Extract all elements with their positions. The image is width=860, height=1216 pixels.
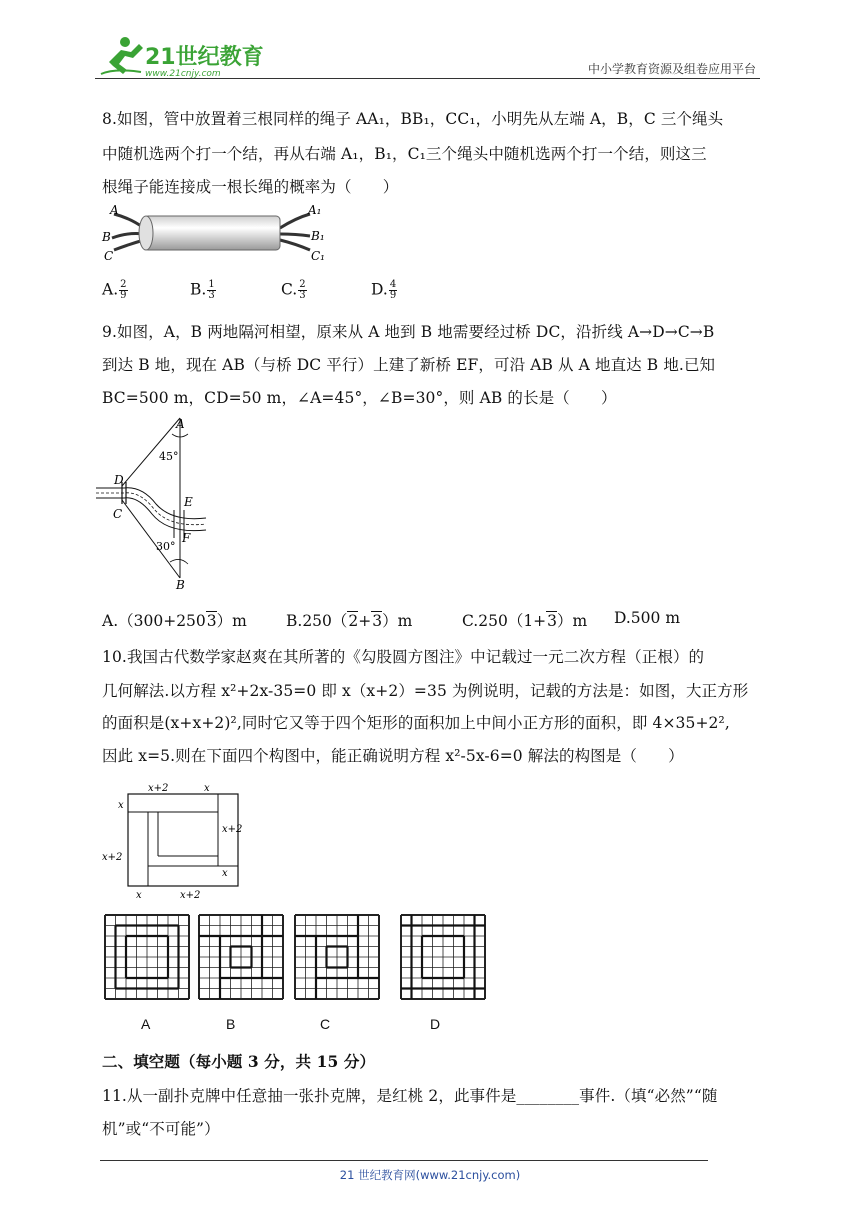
- logo-url: www.21cnjy.com: [145, 69, 221, 79]
- q9-angle-b: 30°: [156, 540, 176, 553]
- q10-fig-top2: x: [204, 783, 210, 794]
- q10-line4: 因此 x=5.则在下面四个构图中，能正确说明方程 x²-5x-6=0 解法的构图是（ ）: [102, 747, 684, 765]
- q8-option-b-frac: $\frac{1}{3}$: [208, 279, 215, 301]
- header-platform-text: 中小学教育资源及组卷应用平台: [587, 62, 756, 76]
- q10-grid-label-d: D: [430, 1016, 441, 1032]
- q10-fig-right2: x: [222, 868, 228, 879]
- q10-line3: 的面积是(x+x+2)²,同时它又等于四个矩形的面积加上中间小正方形的面积，即 4×35+2²,: [102, 714, 730, 732]
- q9-label-f: F: [182, 531, 191, 545]
- q9-label-c: C: [113, 507, 123, 521]
- q11-line2: 机”或“不可能”）: [102, 1120, 220, 1138]
- q8-option-a-label: A.: [102, 280, 119, 299]
- q8-line2: 中随机选两个打一个结，再从右端 A₁，B₁，C₁三个绳头中随机选两个打一个结，则这三: [102, 145, 707, 163]
- q10-fig-top1: x+2: [148, 783, 169, 794]
- footer-text: 21 世纪教育网(www.21cnjy.com): [339, 1168, 521, 1182]
- q10-grid-b[interactable]: [198, 914, 284, 1006]
- q10-fig-left2: x+2: [102, 852, 123, 863]
- q8-line1: 8.如图，管中放置着三根同样的绳子 AA₁，BB₁，CC₁，小明先从左端 A，B，C 三个绳头: [102, 110, 724, 128]
- q9-label-d: D: [114, 473, 124, 487]
- q8-label-b: B: [102, 230, 111, 244]
- runner-logo-icon: [101, 37, 143, 74]
- q8-label-a: A: [110, 203, 119, 217]
- q10-fig-left1: x: [118, 800, 124, 811]
- q10-grid-label-b: B: [226, 1016, 236, 1032]
- q8-tube-figure: [100, 198, 340, 272]
- q9-river-figure: [96, 414, 216, 596]
- q10-grid-label-a: A: [141, 1016, 151, 1032]
- q8-option-a-frac: $\frac{2}{9}$: [120, 279, 127, 301]
- q8-label-c: C: [104, 249, 114, 263]
- q9-line3: BC=500 m，CD=50 m，∠A=45°，∠B=30°，则 AB 的长是（ ）: [102, 389, 617, 407]
- q10-fig-right1: x+2: [222, 824, 243, 835]
- q9-line1: 9.如图，A，B 两地隔河相望，原来从 A 地到 B 地需要经过桥 DC，沿折线 A→D→C→B: [102, 323, 715, 341]
- q8-option-d-label: D.: [371, 280, 388, 299]
- q9-angle-a: 45°: [159, 450, 179, 463]
- q9-line2: 到达 B 地，现在 AB（与桥 DC 平行）上建了新桥 EF，可沿 AB 从 A 地直达 B 地.已知: [102, 356, 716, 374]
- q9-label-a: A: [176, 417, 185, 431]
- q10-fig-bot2: x+2: [180, 890, 201, 901]
- footer-divider: [100, 1160, 708, 1161]
- q10-square-figure: [100, 780, 250, 906]
- q9-option-b[interactable]: B.250（2+3）m: [286, 612, 413, 630]
- q9-option-c[interactable]: C.250（1+3）m: [462, 612, 588, 630]
- q8-option-c-label: C.: [281, 280, 298, 299]
- q8-option-c[interactable]: [281, 280, 307, 301]
- q8-option-d-frac: $\frac{4}{9}$: [389, 279, 397, 301]
- q8-option-b-label: B.: [190, 280, 207, 299]
- q9-option-a[interactable]: A.（300+2503）m: [102, 612, 247, 630]
- q8-label-b1: B₁: [311, 229, 325, 243]
- q8-label-c1: C₁: [311, 249, 325, 263]
- q8-label-a1: A₁: [308, 203, 322, 217]
- section-2-title: 二、填空题（每小题 3 分，共 15 分）: [102, 1052, 376, 1071]
- q9-label-e: E: [184, 495, 193, 509]
- q10-grid-d[interactable]: [400, 914, 486, 1006]
- q10-fig-bot1: x: [136, 890, 142, 901]
- q8-option-c-frac: $\frac{2}{3}$: [299, 279, 306, 301]
- q8-option-b[interactable]: [190, 280, 216, 301]
- q10-grid-c[interactable]: [294, 914, 380, 1006]
- q9-option-d[interactable]: D.500 m: [614, 609, 681, 627]
- q8-line3: 根绳子能连接成一根长绳的概率为（ ）: [102, 178, 399, 196]
- q10-grid-a[interactable]: [104, 914, 190, 1006]
- logo-text: 21世纪教育: [145, 45, 264, 70]
- site-logo: [95, 34, 265, 82]
- q10-line1: 10.我国古代数学家赵爽在其所著的《勾股圆方图注》中记载过一元二次方程（正根）的: [102, 648, 705, 666]
- q10-grid-label-c: C: [320, 1016, 331, 1032]
- header-divider: [95, 78, 760, 79]
- q11-line1: 11.从一副扑克牌中任意抽一张扑克牌，是红桃 2，此事件是________事件.（填“必然”“随: [102, 1087, 718, 1105]
- q8-option-d[interactable]: [371, 280, 397, 301]
- q9-label-b: B: [176, 578, 185, 592]
- q8-option-a[interactable]: [102, 280, 128, 301]
- q10-line2: 几何解法.以方程 x²+2x-35=0 即 x（x+2）=35 为例说明，记载的方法是：如图，大正方形: [102, 682, 749, 700]
